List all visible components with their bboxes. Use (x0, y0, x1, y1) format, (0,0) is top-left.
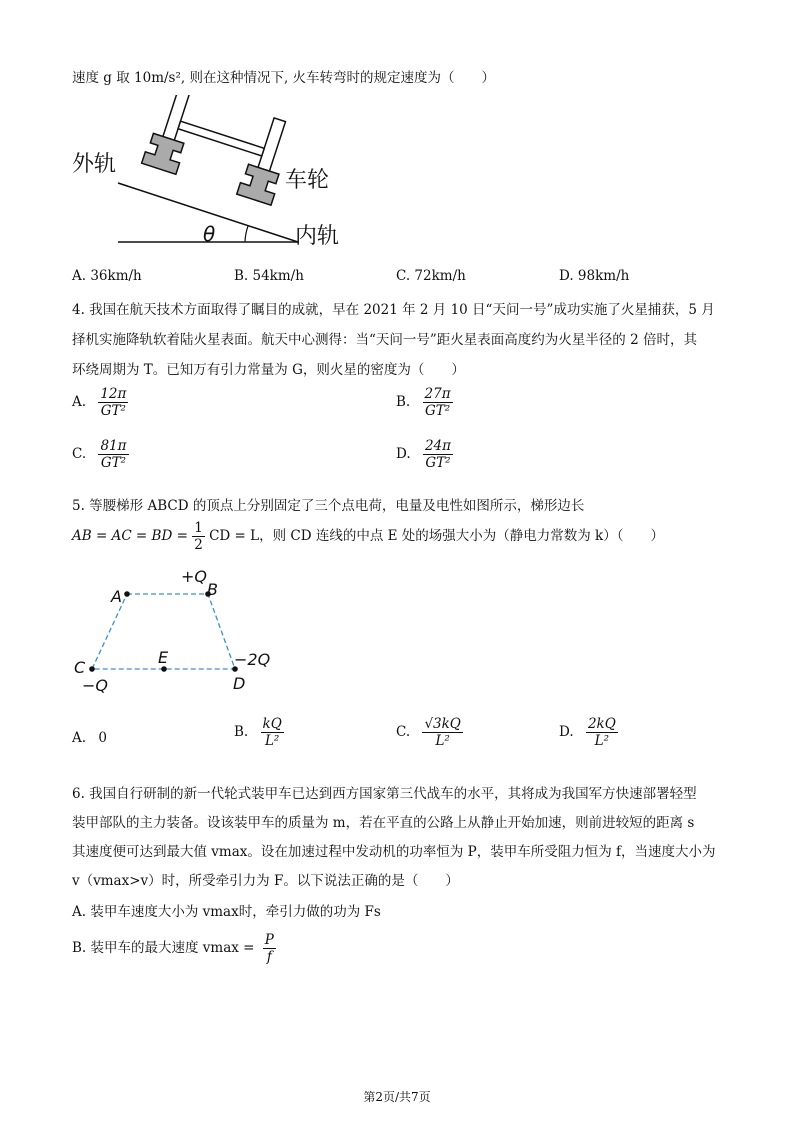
charge-c: −Q (82, 676, 108, 695)
option-label: A. (72, 730, 87, 746)
q4-line-2: 择机实施降轨软着陆火星表面。航天中心测得：当“天问一号”距火星表面高度约为火星半径的 2 倍时，其 (72, 332, 697, 348)
fraction-numerator: √3kQ (424, 716, 461, 732)
fraction-denominator: GT² (425, 455, 451, 471)
q3-option-c[interactable]: C. 72km/h (396, 268, 466, 284)
q4-option-c[interactable] (72, 438, 129, 471)
label-b: B (207, 580, 218, 599)
page-footer: 第2页/共7页 (363, 1090, 431, 1104)
q5-option-b[interactable] (234, 716, 284, 749)
q5-line-1: 5. 等腰梯形 ABCD 的顶点上分别固定了三个点电荷，电量及电性如图所示，梯形边长 (72, 498, 585, 514)
option-label: A. (72, 394, 87, 410)
fraction-numerator: kQ (262, 716, 282, 732)
q3-stem-tail: 速度 g 取 10m/s², 则在这种情况下, 火车转弯时的规定速度为（ ） (72, 70, 496, 86)
q6-line-4: v（vmax>v）时，所受牵引力为 F。以下说法正确的是（ ） (72, 873, 459, 889)
fraction-denominator: f (266, 949, 272, 965)
option-label: B. (396, 394, 411, 410)
fraction-denominator: GT² (424, 403, 451, 419)
fraction-numerator: 2kQ (587, 716, 616, 732)
q5-option-a[interactable] (72, 730, 107, 746)
fraction-denominator: GT² (100, 403, 126, 419)
q4-option-a[interactable] (72, 386, 128, 419)
option-label: D. (396, 446, 411, 462)
fraction-denominator: 2 (194, 537, 203, 553)
q6-option-a[interactable]: A. 装甲车速度大小为 vmax时，牵引力做的功为 Fs (72, 904, 381, 920)
q3-option-a[interactable]: A. 36km/h (72, 268, 142, 284)
q5-line-2-pre: AB = AC = BD = (72, 528, 193, 544)
banked-track-figure (70, 95, 370, 255)
fraction-numerator: 27π (424, 386, 451, 402)
angle-label: θ (203, 222, 216, 246)
label-d: D (233, 674, 246, 693)
fraction-numerator: 24π (424, 438, 451, 454)
q6-line-1: 6. 我国自行研制的新一代轮式装甲车已达到西方国家第三代战车的水平，其将成为我国军方快速部署轻型 (72, 786, 697, 802)
q4-option-d[interactable] (396, 438, 453, 471)
label-a: A (111, 587, 122, 606)
inner-rail-label: 内轨 (295, 224, 340, 249)
option-value: 0 (98, 730, 107, 746)
q4-line-3: 环绕周期为 T。已知万有引力常量为 G，则火星的密度为（ ） (72, 362, 465, 378)
q6-option-b-text: B. 装甲车的最大速度 vmax = (72, 940, 255, 956)
q6-line-3: 其速度便可达到最大值 vmax。设在加速过程中发动机的功率恒为 P，装甲车所受阻力恒为 f，当速度大小为 (72, 844, 716, 860)
option-label: B. (234, 724, 249, 740)
fraction-numerator: 1 (194, 520, 203, 536)
label-c: C (74, 658, 86, 677)
q4-line-1: 4. 我国在航天技术方面取得了瞩目的成就，早在 2021 年 2 月 10 日“天问一号”成功实施了火星捕获，5 月 (72, 302, 715, 318)
q6-line-2: 装甲部队的主力装备。设该装甲车的质量为 m，若在平直的公路上从静止开始加速，则前进较短的距离 s (72, 815, 695, 831)
q3-option-d[interactable]: D. 98km/h (559, 268, 630, 284)
fraction-numerator: 12π (100, 386, 127, 402)
q6-option-b[interactable] (72, 932, 276, 965)
q3-option-b[interactable]: B. 54km/h (234, 268, 304, 284)
fraction-denominator: GT² (100, 455, 127, 471)
outer-rail-label: 外轨 (72, 152, 117, 177)
charge-d: −2Q (234, 650, 271, 669)
fraction-denominator: L² (264, 733, 280, 749)
fraction-denominator: L² (594, 733, 610, 749)
point-e-dot (161, 666, 167, 672)
q4-option-b[interactable] (396, 386, 453, 419)
charge-b: +Q (181, 567, 207, 586)
q5-line-2-post: CD = L，则 CD 连线的中点 E 处的场强大小为（静电力常数为 k）（ ） (209, 528, 664, 544)
option-label: C. (72, 446, 87, 462)
option-label: C. (396, 724, 411, 740)
point-a-dot (124, 591, 130, 597)
option-label: D. (559, 724, 574, 740)
label-e: E (158, 648, 169, 667)
inner-rail-block (237, 164, 281, 206)
trapezoid-figure (70, 565, 290, 695)
outer-rail-block (142, 133, 186, 175)
q5-option-d[interactable] (559, 716, 618, 749)
wheel-label: 车轮 (285, 168, 330, 193)
q5-line-2 (72, 520, 664, 553)
q5-option-c[interactable] (396, 716, 463, 749)
fraction-denominator: L² (435, 733, 450, 749)
fraction-numerator: P (264, 932, 274, 948)
point-c-dot (89, 666, 95, 672)
fraction-numerator: 81π (100, 438, 127, 454)
angle-arc (245, 226, 248, 242)
